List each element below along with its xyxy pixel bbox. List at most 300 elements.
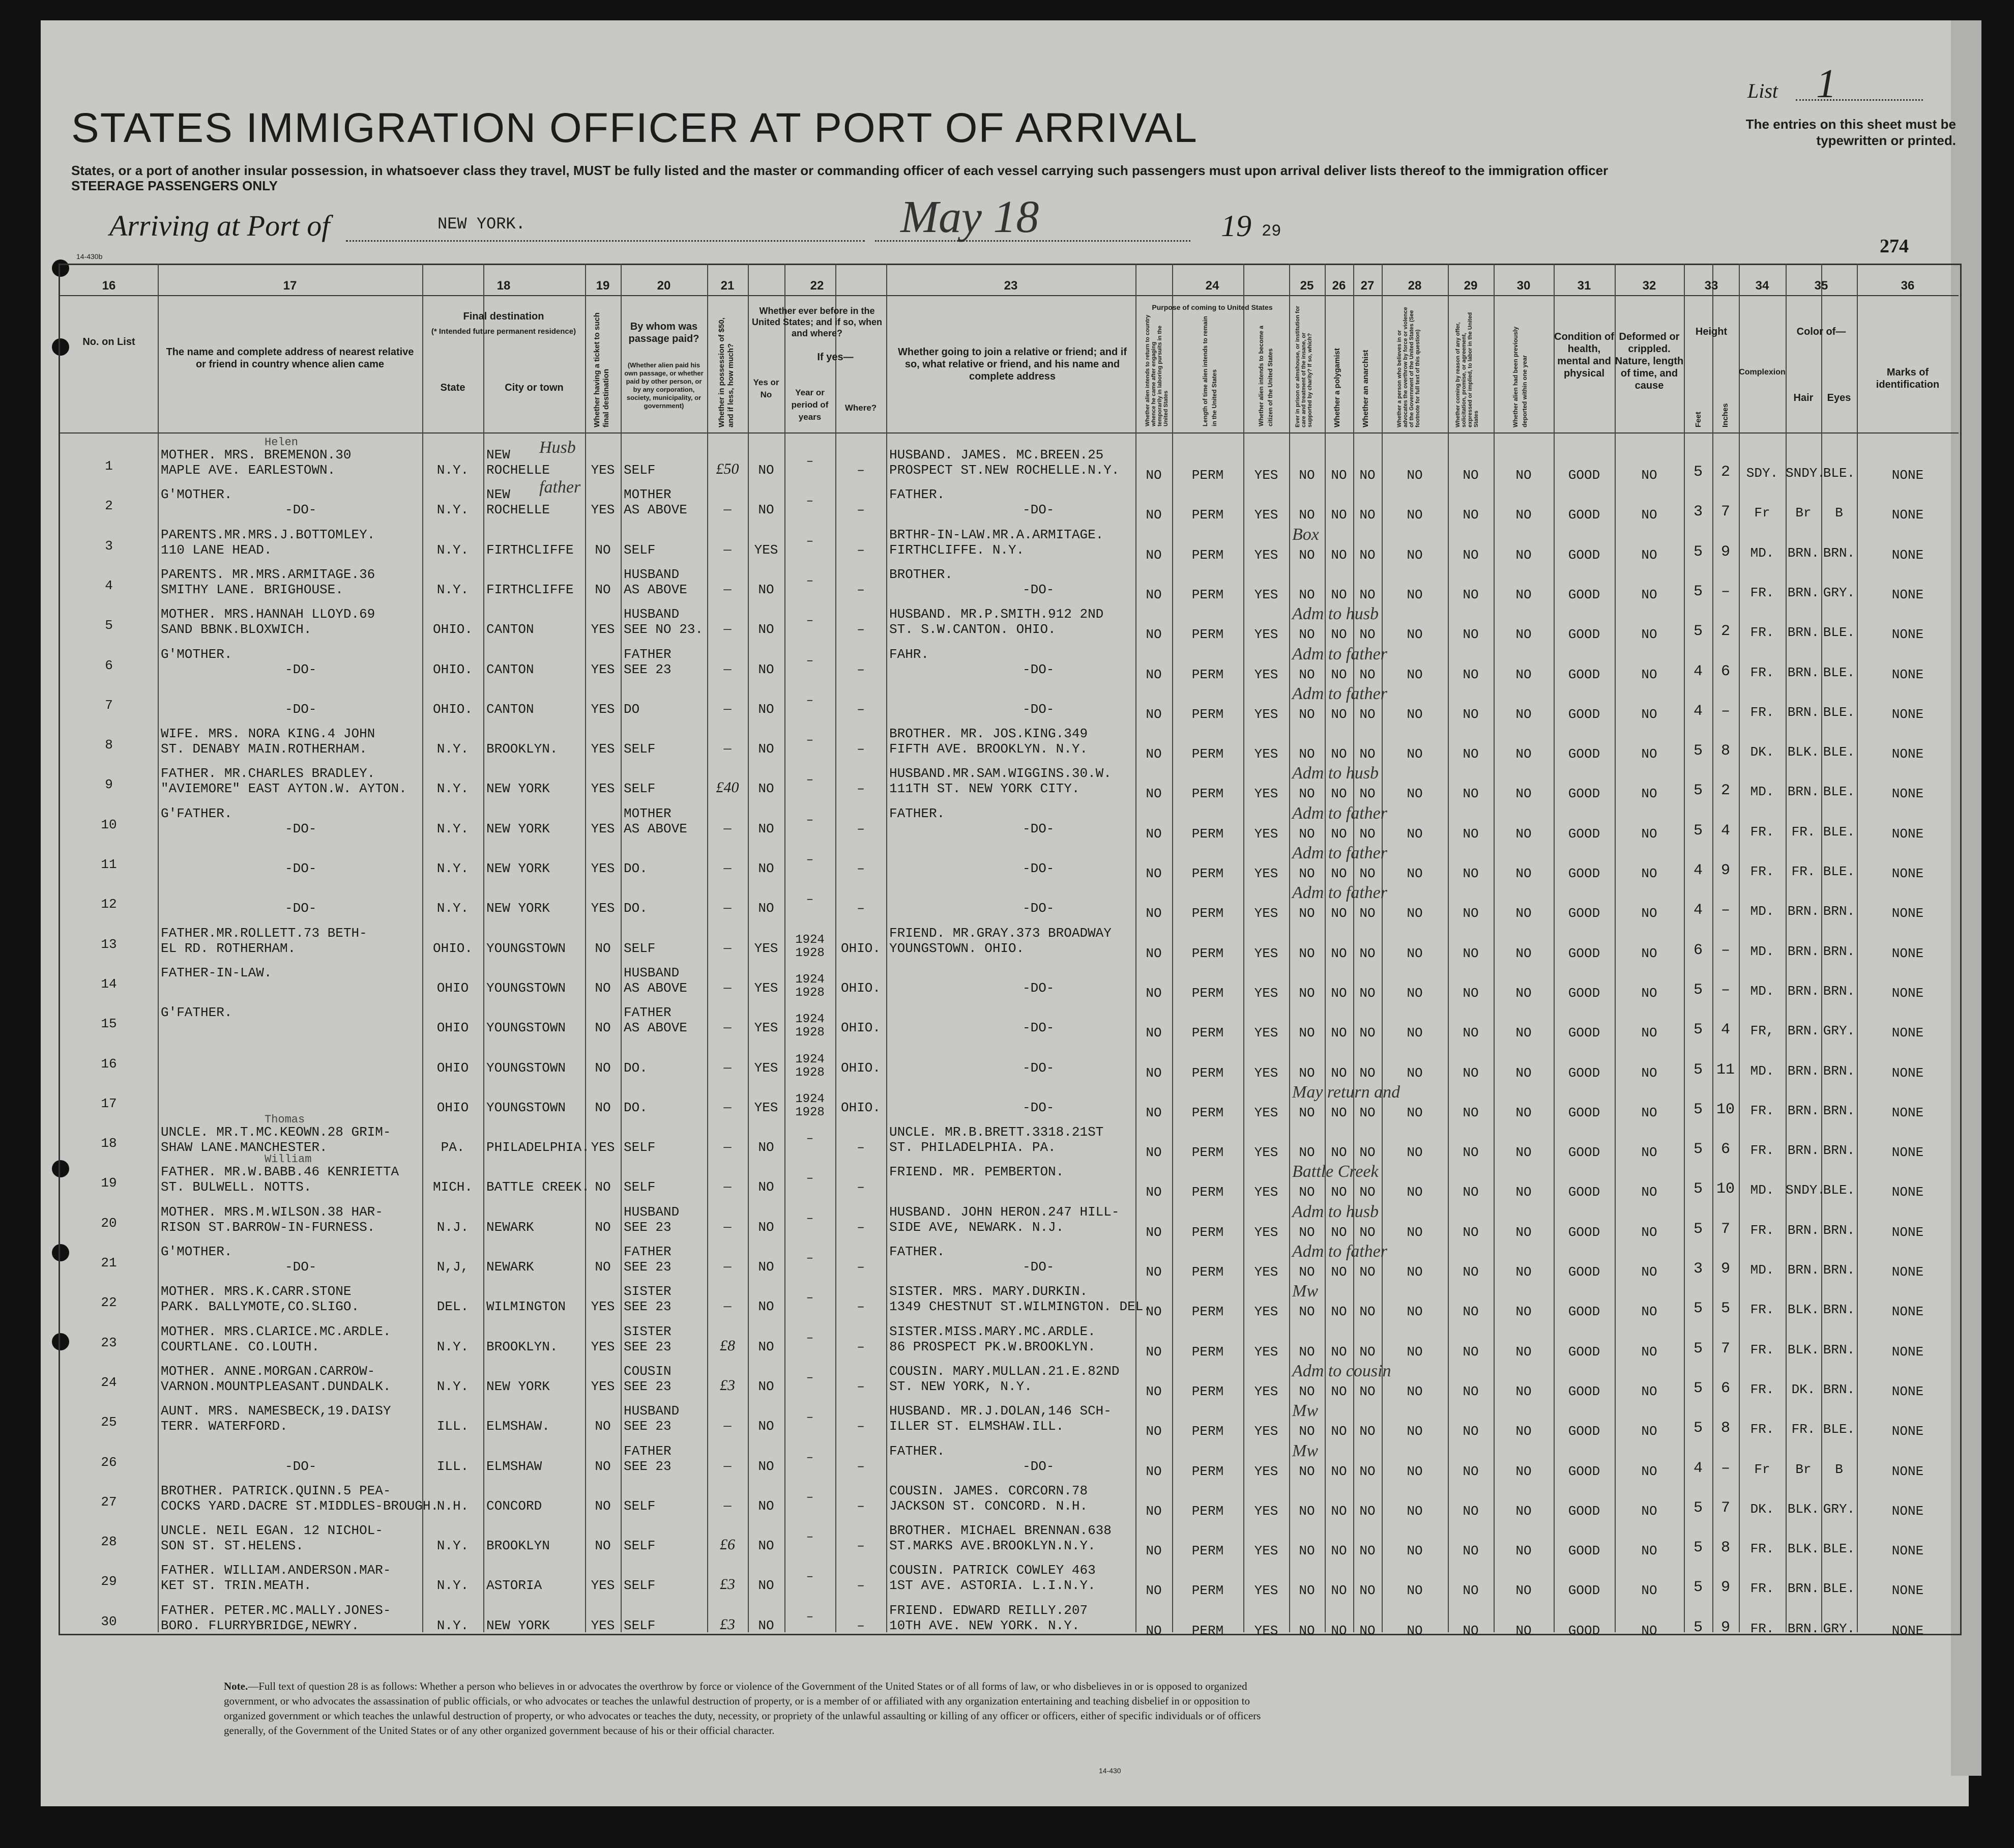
complexion-value: FR.	[1750, 1143, 1774, 1159]
list-label: List	[1747, 79, 1778, 102]
join-line-2: 10TH AVE. NEW YORK. N.Y.	[889, 1618, 1080, 1633]
row-number: 25	[101, 1414, 117, 1430]
ticket-value: YES	[591, 901, 615, 916]
relative-line-1: WIFE. MRS. NORA KING.4 JOHN	[161, 726, 375, 742]
join-line-1: FRIEND. MR.GRAY.373 BROADWAY	[889, 925, 1112, 941]
complexion-value: MD.	[1750, 1262, 1774, 1278]
health-value: GOOD	[1568, 985, 1600, 1001]
answer-c26: NO	[1331, 1543, 1347, 1559]
answer-c29: NO	[1463, 1025, 1479, 1041]
purpose-length: PERM	[1191, 1543, 1224, 1559]
destination-state: ILL.	[436, 1419, 469, 1434]
answer-c25: NO	[1299, 906, 1315, 921]
ticket-value: YES	[591, 661, 615, 677]
before-value: YES	[754, 980, 778, 996]
relative-line-2: SON ST. ST.HELENS.	[161, 1538, 304, 1554]
row-number: 6	[105, 657, 113, 673]
join-line-2: 86 PROSPECT PK.W.BROOKLYN.	[889, 1339, 1096, 1354]
purpose-citizen: YES	[1254, 1463, 1278, 1479]
height-inches: 2	[1720, 623, 1730, 641]
deformed-value: NO	[1641, 468, 1657, 483]
height-feet: 5	[1693, 1220, 1703, 1238]
health-value: GOOD	[1568, 1025, 1600, 1041]
header-hair: Hair	[1793, 392, 1814, 403]
before-where: OHIO.	[840, 1020, 881, 1036]
complexion-value: MD.	[1750, 545, 1774, 561]
answer-c30: NO	[1515, 1424, 1532, 1439]
health-value: GOOD	[1568, 507, 1600, 523]
eyes-value: BLE.	[1823, 824, 1855, 840]
before-year: –	[806, 495, 814, 509]
destination-state: OHIO.	[432, 701, 473, 717]
paid-line-1: HUSBAND	[624, 1204, 680, 1220]
height-inches: 7	[1720, 503, 1730, 521]
join-line-2: -DO-	[1023, 1060, 1055, 1076]
before-value: YES	[754, 1020, 778, 1036]
height-feet: 5	[1693, 583, 1703, 600]
hair-value: Br	[1795, 505, 1812, 521]
complexion-value: FR.	[1750, 1222, 1774, 1238]
answer-c25: NO	[1299, 1145, 1315, 1161]
deformed-value: NO	[1641, 906, 1657, 921]
money-value: £8	[720, 1337, 735, 1354]
paid-line-2: SEE 23	[624, 1378, 672, 1394]
marks-value: NONE	[1891, 468, 1924, 483]
purpose-citizen: YES	[1254, 587, 1278, 602]
answer-c29: NO	[1463, 1543, 1479, 1559]
hair-value: BRN.	[1787, 585, 1820, 600]
join-line-2: 1ST AVE. ASTORIA. L.I.N.Y.	[889, 1578, 1096, 1594]
complexion-value: FR.	[1750, 864, 1774, 879]
purpose-return: NO	[1146, 1583, 1162, 1599]
answer-c30: NO	[1515, 706, 1532, 722]
ticket-value: NO	[595, 1060, 611, 1076]
destination-city-2: ASTORIA	[486, 1578, 542, 1594]
hair-value: BRN.	[1787, 784, 1820, 800]
money-value: £50	[716, 460, 739, 477]
column-number-rule	[59, 295, 1959, 296]
join-line-1: SISTER.MISS.MARY.MC.ARDLE.	[889, 1323, 1096, 1339]
purpose-length: PERM	[1191, 1025, 1224, 1041]
header-before: Whether ever before in the United States; and if so, when and where?	[751, 306, 883, 338]
purpose-return: NO	[1146, 587, 1162, 602]
answer-c29: NO	[1463, 906, 1479, 921]
deformed-value: NO	[1641, 1623, 1657, 1638]
purpose-length: PERM	[1191, 1463, 1224, 1479]
marks-value: NONE	[1891, 1105, 1924, 1120]
answer-c30: NO	[1515, 1383, 1532, 1399]
answer-c29: NO	[1463, 985, 1479, 1001]
deformed-value: NO	[1641, 1025, 1657, 1041]
relative-line-2: RISON ST.BARROW-IN-FURNESS.	[161, 1219, 375, 1235]
money-value: –	[723, 1138, 732, 1155]
destination-city-1: NEW	[486, 447, 510, 463]
paid-line-1: DO.	[624, 1060, 648, 1076]
header-list-number: No. on List	[82, 336, 135, 348]
row-number: 17	[101, 1095, 117, 1111]
header-before-ifyes: If yes—	[817, 352, 854, 363]
health-value: GOOD	[1568, 1583, 1600, 1599]
height-inches: 9	[1720, 1260, 1730, 1278]
row-number: 2	[105, 498, 113, 514]
row-number: 24	[101, 1374, 117, 1390]
answer-c27: NO	[1359, 1224, 1376, 1240]
money-value: £6	[720, 1536, 735, 1553]
column-number: 33	[1704, 279, 1718, 293]
before-year: –	[806, 694, 814, 708]
row-number: 22	[101, 1295, 117, 1311]
join-line-1: FRIEND. EDWARD REILLY.207	[889, 1602, 1088, 1618]
join-line-2: JACKSON ST. CONCORD. N.H.	[889, 1498, 1088, 1514]
deformed-value: NO	[1641, 1105, 1657, 1120]
before-year: –	[806, 773, 814, 788]
paid-line-1: COUSIN	[624, 1363, 672, 1379]
join-line-2: PROSPECT ST.NEW ROCHELLE.N.Y.	[889, 463, 1120, 478]
answer-c28: NO	[1407, 1105, 1423, 1120]
before-value: NO	[758, 1339, 774, 1354]
complexion-value: FR.	[1750, 1342, 1774, 1358]
answer-c26: NO	[1331, 667, 1347, 682]
column-number: 20	[657, 279, 671, 293]
height-inches: 9	[1720, 543, 1730, 561]
destination-city-2: BROOKLYN.	[486, 1339, 558, 1354]
money-value: £3	[720, 1576, 735, 1593]
before-value: NO	[758, 582, 774, 597]
purpose-return: NO	[1146, 985, 1162, 1001]
money-value: –	[723, 859, 732, 876]
header-polygamist: Whether a polygamist	[1333, 348, 1341, 427]
height-feet: 5	[1693, 1579, 1703, 1597]
answer-c27: NO	[1359, 587, 1376, 602]
row-number: 15	[101, 1016, 117, 1032]
ticket-value: NO	[595, 1100, 611, 1115]
answer-c27: NO	[1359, 507, 1376, 523]
relative-line-1: G'FATHER.	[161, 1005, 232, 1021]
row-number: 14	[101, 976, 117, 992]
purpose-return: NO	[1146, 547, 1162, 563]
deformed-value: NO	[1641, 1065, 1657, 1081]
hair-value: FR.	[1791, 824, 1816, 840]
answer-c30: NO	[1515, 1224, 1532, 1240]
health-value: GOOD	[1568, 1383, 1600, 1399]
before-where: –	[857, 661, 865, 677]
column-number: 23	[1004, 279, 1018, 293]
annotation-text: Mw	[1292, 1441, 1318, 1460]
before-year: –	[806, 534, 814, 548]
answer-c25: NO	[1299, 1264, 1315, 1280]
before-value: YES	[754, 1100, 778, 1115]
answer-c28: NO	[1407, 786, 1423, 802]
purpose-return: NO	[1146, 1065, 1162, 1081]
answer-c29: NO	[1463, 1463, 1479, 1479]
header-inches: Inches	[1721, 403, 1730, 427]
answer-c30: NO	[1515, 1185, 1532, 1200]
complexion-value: FR,	[1750, 1023, 1774, 1039]
before-where: –	[857, 1458, 865, 1474]
height-inches: 11	[1716, 1061, 1735, 1079]
money-value: –	[723, 699, 732, 716]
destination-city-2: PHILADELPHIA.	[486, 1140, 590, 1156]
relative-line-1: FATHER-IN-LAW.	[161, 965, 272, 980]
row-number: 26	[101, 1454, 117, 1470]
hair-value: BRN.	[1787, 625, 1820, 641]
answer-c30: NO	[1515, 1065, 1532, 1081]
destination-city-2: YOUNGSTOWN	[486, 980, 566, 996]
money-value: –	[723, 659, 732, 677]
relative-line-2: 110 LANE HEAD.	[161, 542, 272, 558]
before-where: –	[857, 861, 865, 876]
answer-c28: NO	[1407, 1424, 1423, 1439]
height-inches: –	[1720, 981, 1730, 999]
height-feet: 5	[1693, 1021, 1703, 1039]
height-inches: –	[1720, 1459, 1730, 1477]
deformed-value: NO	[1641, 1383, 1657, 1399]
eyes-value: GRY.	[1823, 1621, 1855, 1636]
paid-line-1: FATHER	[624, 646, 672, 662]
answer-c30: NO	[1515, 746, 1532, 762]
money-value: –	[723, 620, 732, 637]
marks-value: NONE	[1891, 587, 1924, 602]
answer-c26: NO	[1331, 1344, 1347, 1360]
annotation-text: Adm to father	[1292, 644, 1387, 663]
destination-state: N.Y.	[436, 502, 469, 518]
marks-value: NONE	[1891, 547, 1924, 563]
annotation-text: Adm to father	[1292, 883, 1387, 903]
paid-line-2: AS ABOVE	[624, 582, 687, 597]
complexion-value: DK.	[1750, 744, 1774, 760]
answer-c30: NO	[1515, 866, 1532, 881]
join-line-2: -DO-	[1023, 1100, 1055, 1115]
relative-line-2: COCKS YARD.DACRE ST.MIDDLES-BROUGH.	[161, 1498, 439, 1514]
marks-value: NONE	[1891, 826, 1924, 842]
marks-value: NONE	[1891, 627, 1924, 643]
annotation-text: May return and	[1292, 1082, 1400, 1102]
purpose-citizen: YES	[1254, 1383, 1278, 1399]
answer-c26: NO	[1331, 627, 1347, 643]
before-value: NO	[758, 1419, 774, 1434]
destination-state: N.Y.	[436, 463, 469, 478]
answer-c30: NO	[1515, 1264, 1532, 1280]
answer-c30: NO	[1515, 1145, 1532, 1161]
hair-value: BRN.	[1787, 1222, 1820, 1238]
deformed-value: NO	[1641, 1424, 1657, 1439]
hair-value: BLK.	[1787, 1541, 1820, 1557]
answer-c28: NO	[1407, 667, 1423, 682]
before-value: NO	[758, 1458, 774, 1474]
answer-c25: NO	[1299, 468, 1315, 483]
header-destination: Final destination	[463, 311, 544, 322]
destination-note: Husb	[539, 438, 576, 457]
answer-c25: NO	[1299, 706, 1315, 722]
answer-c27: NO	[1359, 945, 1376, 961]
relative-line-1: G'MOTHER.	[161, 646, 232, 662]
before-value: NO	[758, 463, 774, 478]
answer-c25: NO	[1299, 547, 1315, 563]
purpose-return: NO	[1146, 786, 1162, 802]
answer-c25: NO	[1299, 1224, 1315, 1240]
answer-c29: NO	[1463, 1424, 1479, 1439]
before-year: –	[806, 734, 814, 748]
complexion-value: MD.	[1750, 1063, 1774, 1079]
purpose-return: NO	[1146, 1105, 1162, 1120]
answer-c28: NO	[1407, 906, 1423, 921]
before-where: –	[857, 1299, 865, 1315]
marks-value: NONE	[1891, 1224, 1924, 1240]
row-number: 10	[101, 817, 117, 832]
header-before-where: Where?	[844, 403, 877, 413]
before-value: YES	[754, 940, 778, 956]
deformed-value: NO	[1641, 1503, 1657, 1519]
answer-c29: NO	[1463, 1065, 1479, 1081]
answer-c30: NO	[1515, 1105, 1532, 1120]
height-inches: 2	[1720, 464, 1730, 481]
before-value: NO	[758, 1140, 774, 1156]
destination-state: N.Y.	[436, 781, 469, 797]
before-where: –	[857, 1259, 865, 1275]
header-before-yesno: Yes or No	[753, 378, 779, 399]
purpose-length: PERM	[1191, 866, 1224, 881]
ticket-value: YES	[591, 1339, 615, 1354]
answer-c29: NO	[1463, 587, 1479, 602]
column-number: 19	[596, 279, 610, 293]
join-line-2: -DO-	[1023, 701, 1055, 717]
destination-city-2: CONCORD	[486, 1498, 542, 1514]
paid-line-1: FATHER	[624, 1005, 672, 1021]
complexion-value: MD.	[1750, 943, 1774, 959]
before-where: –	[857, 781, 865, 797]
marks-value: NONE	[1891, 1503, 1924, 1519]
answer-c25: NO	[1299, 1344, 1315, 1360]
purpose-length: PERM	[1191, 746, 1224, 762]
destination-state: PA.	[441, 1140, 465, 1156]
annotation-text: Adm to father	[1292, 1242, 1387, 1261]
ticket-value: NO	[595, 940, 611, 956]
before-year: –	[806, 853, 814, 867]
hair-value: Br	[1795, 1461, 1812, 1477]
answer-c27: NO	[1359, 627, 1376, 643]
hair-value: BRN.	[1787, 1621, 1820, 1636]
column-number: 16	[102, 279, 116, 293]
ticket-value: YES	[591, 622, 615, 638]
destination-city-2: YOUNGSTOWN	[486, 1100, 566, 1115]
purpose-citizen: YES	[1254, 746, 1278, 762]
header-relative: The name and complete address of nearest relative or friend in country whence alien came	[166, 346, 414, 370]
answer-c26: NO	[1331, 587, 1347, 602]
hair-value: BRN.	[1787, 1581, 1820, 1597]
header-before-year: Year or period of years	[791, 388, 829, 422]
answer-c30: NO	[1515, 1463, 1532, 1479]
answer-c28: NO	[1407, 866, 1423, 881]
relative-line-2: ST. DENABY MAIN.ROTHERHAM.	[161, 741, 367, 757]
answer-c28: NO	[1407, 1344, 1423, 1360]
purpose-citizen: YES	[1254, 1264, 1278, 1280]
relative-line-1: BROTHER. PATRICK.QUINN.5 PEA-	[161, 1483, 391, 1498]
annotation-text: Adm to father	[1292, 844, 1387, 862]
destination-state: N,J,	[436, 1259, 469, 1275]
annotation-text: Adm to husb	[1292, 604, 1379, 624]
paid-line-2: SEE 23	[624, 1458, 672, 1474]
health-value: GOOD	[1568, 587, 1600, 602]
before-value: NO	[758, 701, 774, 717]
purpose-citizen: YES	[1254, 627, 1278, 643]
annotation-text: Box	[1292, 525, 1319, 544]
paid-line-1: DO	[624, 701, 640, 717]
answer-c29: NO	[1463, 1344, 1479, 1360]
column-number: 32	[1642, 279, 1656, 293]
header-bottom-rule	[59, 432, 1959, 434]
row-number: 11	[101, 857, 117, 872]
before-value: NO	[758, 1498, 774, 1514]
height-inches: 6	[1720, 1141, 1730, 1159]
column-number: 30	[1516, 279, 1531, 293]
money-value: £3	[720, 1376, 735, 1394]
answer-c26: NO	[1331, 468, 1347, 483]
answer-c29: NO	[1463, 1383, 1479, 1399]
before-value: NO	[758, 741, 774, 757]
purpose-citizen: YES	[1254, 1424, 1278, 1439]
deformed-value: NO	[1641, 826, 1657, 842]
eyes-value: BRN.	[1823, 904, 1855, 919]
hair-value: SNDY.	[1786, 466, 1826, 481]
marks-value: NONE	[1891, 1623, 1924, 1638]
hair-value: DK.	[1791, 1381, 1816, 1397]
answer-c29: NO	[1463, 866, 1479, 881]
height-feet: 5	[1693, 623, 1703, 641]
answer-c29: NO	[1463, 507, 1479, 523]
destination-city-2: NEWARK	[486, 1259, 534, 1275]
answer-c28: NO	[1407, 1304, 1423, 1320]
marks-value: NONE	[1891, 1583, 1924, 1599]
before-where: –	[857, 1140, 865, 1156]
eyes-value: BRN.	[1823, 1143, 1855, 1159]
relative-line-1: MOTHER. MRS. BREMENON.30	[161, 447, 352, 463]
deformed-value: NO	[1641, 1304, 1657, 1320]
column-number: 18	[497, 279, 511, 293]
before-value: NO	[758, 1538, 774, 1554]
health-value: GOOD	[1568, 1105, 1600, 1120]
complexion-value: FR.	[1750, 1541, 1774, 1557]
answer-c30: NO	[1515, 985, 1532, 1001]
answer-c25: NO	[1299, 985, 1315, 1001]
answer-c30: NO	[1515, 667, 1532, 682]
answer-c25: NO	[1299, 866, 1315, 881]
paid-line-1: SELF	[624, 1618, 656, 1633]
answer-c27: NO	[1359, 1503, 1376, 1519]
answer-c27: NO	[1359, 906, 1376, 921]
purpose-citizen: YES	[1254, 1304, 1278, 1320]
column-number: 34	[1755, 279, 1769, 293]
hair-value: BRN.	[1787, 1262, 1820, 1278]
answer-c26: NO	[1331, 1065, 1347, 1081]
purpose-length: PERM	[1191, 1424, 1224, 1439]
answer-c28: NO	[1407, 1065, 1423, 1081]
relative-line-1: FATHER. WILLIAM.ANDERSON.MAR-	[161, 1563, 391, 1578]
paid-line-2: SEE 23	[624, 1219, 672, 1235]
relative-line-2: -DO-	[285, 701, 317, 717]
paid-line-1: DO.	[624, 861, 648, 876]
ticket-value: YES	[591, 1299, 615, 1315]
purpose-length: PERM	[1191, 945, 1224, 961]
money-value: £3	[720, 1615, 735, 1633]
footnote-text: —Full text of question 28 is as follows: Whether a person who believes in or advocates the overthrow by force or violence of the Government of the United States or of all forms of law, or who disbelieves in or is opposed to organized government, or who advocates the assassination of public officials, or who advocates or teaches the unlawful destruction of property, or is a member of or affiliated with any organization entertaining and teaching disbelief in or opposition to organized government or which teaches the unlawful destruction of property, or who advocates or teaches the duty, necessity, or propriety of the unlawful assaulting or killing of any officer or officers, either of specific individuals or of officers generally, of the Government of the United States or of any other organized government because of his or their official character.	[224, 1680, 1261, 1737]
join-line-2: -DO-	[1023, 502, 1055, 518]
purpose-length: PERM	[1191, 706, 1224, 722]
answer-c25: NO	[1299, 1623, 1315, 1638]
height-inches: 6	[1720, 662, 1730, 680]
answer-c29: NO	[1463, 746, 1479, 762]
join-line-2: -DO-	[1023, 661, 1055, 677]
purpose-length: PERM	[1191, 1503, 1224, 1519]
